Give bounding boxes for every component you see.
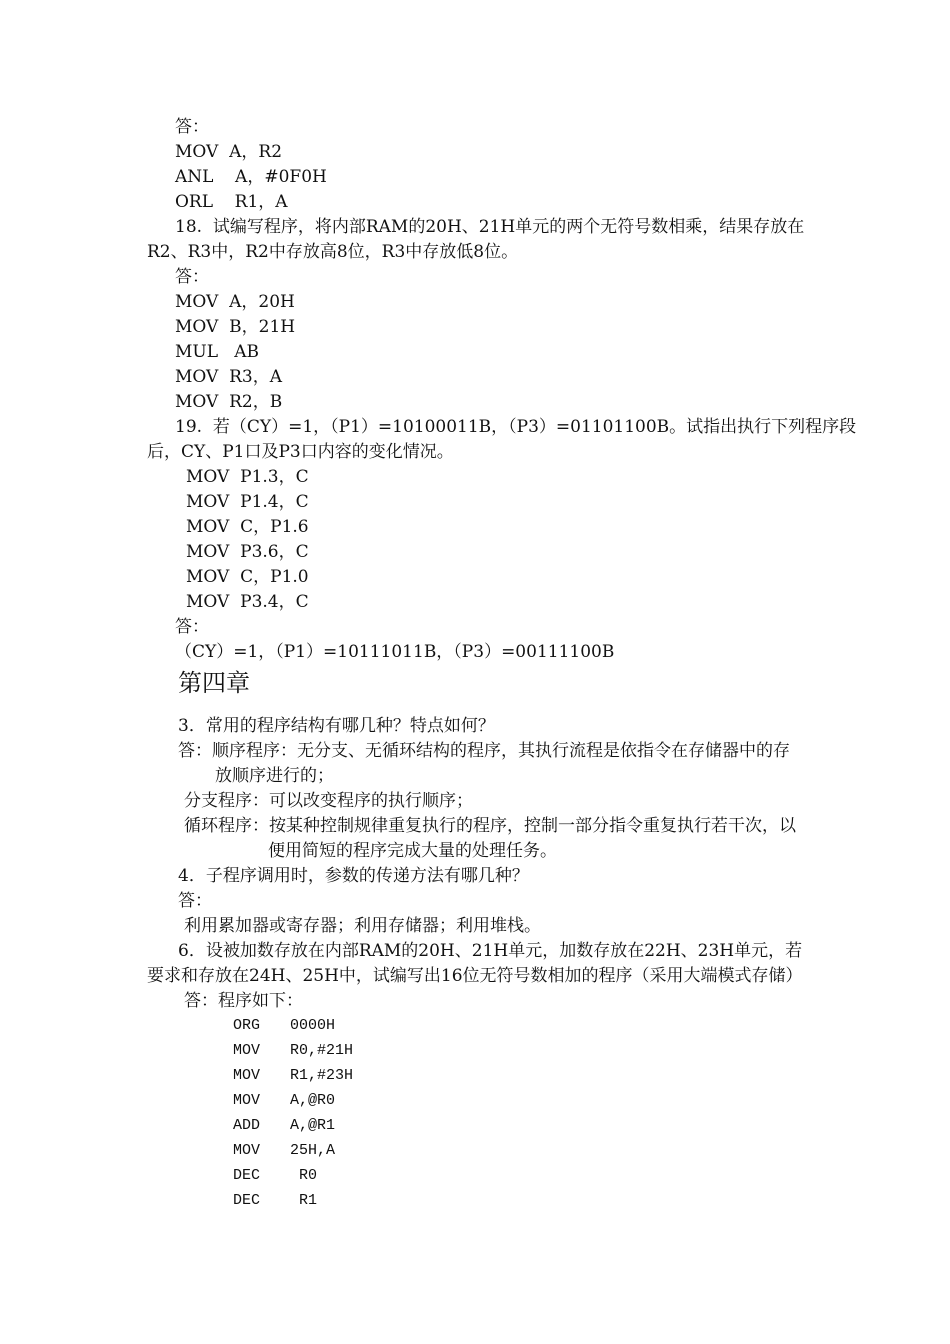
- code-line: MOV P3.6，C: [186, 542, 309, 562]
- code-line: MOV P3.4，C: [186, 592, 309, 612]
- code-line: MOV B，21H: [175, 317, 296, 337]
- question-18: 18. 试编写程序，将内部RAM的20H、21H单元的两个无符号数相乘，结果存放在: [175, 217, 805, 237]
- question-3: 3．常用的程序结构有哪几种？特点如何？: [178, 716, 495, 736]
- code-line: ORL R1，A: [175, 192, 288, 212]
- code-line: MOV P1.3，C: [186, 467, 309, 487]
- program-op: ADD: [233, 1117, 261, 1134]
- answer-3-cont: 放顺序进行的；: [215, 766, 334, 786]
- code-line: MOV A，20H: [175, 292, 295, 312]
- answer-19: （CY）=1，（P1）=10111011B，（P3）=00111100B: [175, 642, 615, 662]
- answer-label: 答：: [175, 617, 209, 637]
- answer-3: 答：顺序程序：无分支、无循环结构的程序，其执行流程是依指令在存储器中的存: [178, 741, 790, 761]
- answer-4: 利用累加器或寄存器；利用存储器；利用堆栈。: [184, 916, 541, 936]
- question-19-cont: 后，CY、P1口及P3口内容的变化情况。: [147, 442, 454, 462]
- question-19: 19. 若（CY）=1，（P1）=10100011B，（P3）=01101100B。试指出执行下列程序段: [175, 417, 857, 437]
- code-line: MOV C，P1.0: [186, 567, 309, 587]
- program-arg: R0,#21H: [290, 1042, 354, 1059]
- code-line: ANL A，#0F0H: [175, 167, 327, 187]
- question-4: 4．子程序调用时，参数的传递方法有哪几种？: [178, 866, 529, 886]
- answer-3-loop-cont: 便用简短的程序完成大量的处理任务。: [268, 841, 557, 861]
- program-arg: 25H,A: [290, 1142, 336, 1159]
- answer-6-label: 答：程序如下：: [184, 991, 303, 1011]
- program-arg: 0000H: [290, 1017, 336, 1034]
- question-6: 6．设被加数存放在内部RAM的20H、21H单元，加数存放在22H、23H单元，若: [178, 941, 803, 961]
- program-arg: R1,#23H: [290, 1067, 354, 1084]
- answer-label: 答：: [175, 267, 209, 287]
- code-line: MOV P1.4，C: [186, 492, 309, 512]
- question-6-cont: 要求和存放在24H、25H中，试编写出16位无符号数相加的程序（采用大端模式存储）: [147, 966, 803, 986]
- program-op: DEC: [233, 1192, 261, 1209]
- program-op: MOV: [233, 1067, 261, 1084]
- question-18-cont: R2、R3中，R2中存放高8位，R3中存放低8位。: [147, 242, 519, 262]
- code-line: MUL AB: [175, 342, 260, 362]
- program-op: DEC: [233, 1167, 261, 1184]
- answer-3-branch: 分支程序：可以改变程序的执行顺序；: [184, 791, 473, 811]
- program-op: ORG: [233, 1017, 261, 1034]
- chapter-title: 第四章: [178, 669, 250, 697]
- program-op: MOV: [233, 1142, 261, 1159]
- program-op: MOV: [233, 1042, 261, 1059]
- program-op: MOV: [233, 1092, 261, 1109]
- program-arg: R0: [290, 1167, 318, 1184]
- code-line: MOV A，R2: [175, 142, 283, 162]
- code-line: MOV C，P1.6: [186, 517, 309, 537]
- program-arg: A,@R1: [290, 1117, 336, 1134]
- answer-label: 答：: [178, 891, 212, 911]
- answer-label: 答：: [175, 117, 209, 137]
- answer-3-loop: 循环程序：按某种控制规律重复执行的程序，控制一部分指令重复执行若干次，以: [184, 816, 796, 836]
- code-line: MOV R2，B: [175, 392, 283, 412]
- program-arg: R1: [290, 1192, 318, 1209]
- code-line: MOV R3，A: [175, 367, 283, 387]
- program-arg: A,@R0: [290, 1092, 336, 1109]
